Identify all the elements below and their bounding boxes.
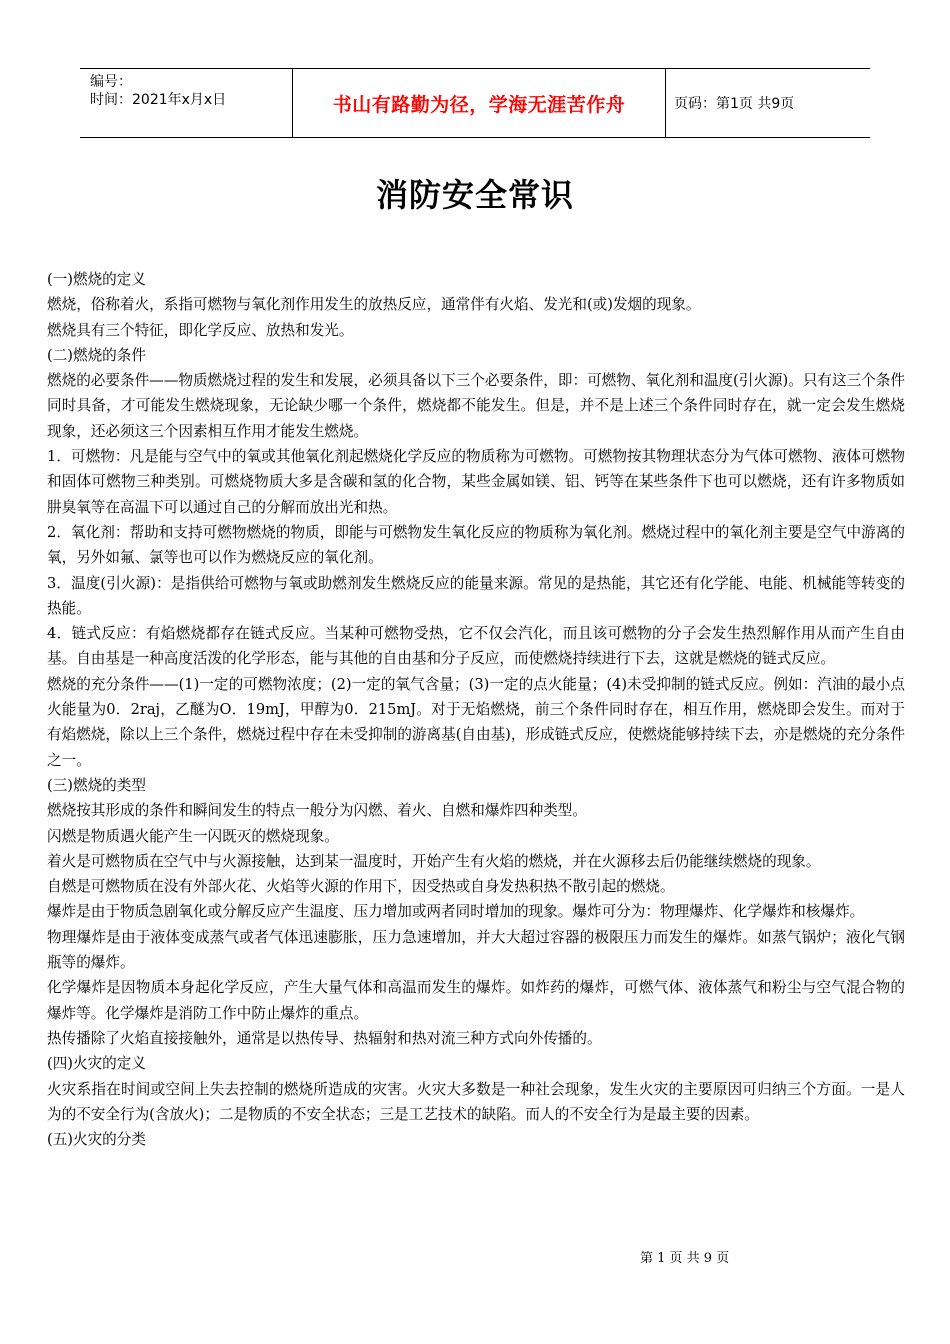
paragraph: 燃烧的充分条件——(1)一定的可燃物浓度；(2)一定的氧气含量；(3)一定的点火能量；(4)未受抑制的链式反应。例如：汽油的最小点火能量为0．2raj，乙醚为O．19mJ，甲醇为0．215mJ。对于无焰燃烧，前三个条件同时存在，相互作用，燃烧即会发生。而对于有焰燃烧，除以上三个条件，燃烧过程中存在未受抑制的游离基(自由基)，形成链式反应，使燃烧能够持续下去，亦是燃烧的充分条件之一。 bbox=[47, 675, 905, 769]
paragraph: (二)燃烧的条件 bbox=[47, 346, 146, 364]
paragraph: 热传播除了火焰直接接触外，通常是以热传导、热辐射和热对流三种方式向外传播的。 bbox=[47, 1029, 602, 1047]
paragraph: 爆炸是由于物质急剧氧化或分解反应产生温度、压力增加或两者同时增加的现象。爆炸可分为：物理爆炸、化学爆炸和核爆炸。 bbox=[47, 903, 865, 921]
paragraph: 物理爆炸是由于液体变成蒸气或者气体迅速膨胀，压力急速增加，并大大超过容器的极限压力而发生的爆炸。如蒸气锅炉；液化气钢瓶等的爆炸。 bbox=[47, 928, 905, 972]
paragraph: 燃烧具有三个特征，即化学反应、放热和发光。 bbox=[47, 321, 354, 339]
motto-text: 书山有路勤为径，学海无涯苦作舟 bbox=[332, 93, 626, 116]
paragraph: (三)燃烧的类型 bbox=[47, 776, 146, 794]
paragraph: (四)火灾的定义 bbox=[47, 1055, 146, 1073]
paragraph: 燃烧的必要条件——物质燃烧过程的发生和发展，必须具备以下三个必要条件，即：可燃物、氧化剂和温度(引火源)。只有这三个条件同时具备，才可能发生燃烧现象，无论缺少哪一个条件，燃烧都不能发生。但是，并不是上述三个条件同时存在，就一定会发生燃烧现象，还必须这三个因素相互作用才能发生燃烧。 bbox=[47, 372, 905, 440]
document-body bbox=[47, 267, 905, 1152]
paragraph: 2．氧化剂：帮助和支持可燃物燃烧的物质，即能与可燃物发生氧化反应的物质称为氧化剂。燃烧过程中的氧化剂主要是空气中游离的氧，另外如氟、氯等也可以作为燃烧反应的氧化剂。 bbox=[47, 523, 905, 567]
paragraph: 着火是可燃物质在空气中与火源接触，达到某一温度时，开始产生有火焰的燃烧，并在火源移去后仍能继续燃烧的现象。 bbox=[47, 852, 821, 870]
header-left-cell bbox=[80, 69, 292, 137]
time-label: 时间：2021年x月x日 bbox=[90, 92, 227, 108]
number-label: 编号： bbox=[90, 74, 132, 90]
header-motto-cell bbox=[292, 69, 666, 137]
paragraph: 火灾系指在时间或空间上失去控制的燃烧所造成的灾害。火灾大多数是一种社会现象，发生火灾的主要原因可归纳三个方面。一是人为的不安全行为(含放火)；二是物质的不安全状态；三是工艺技术的缺陷。而人的不安全行为是最主要的因素。 bbox=[47, 1080, 905, 1123]
paragraph: 燃烧，俗称着火，系指可燃物与氧化剂作用发生的放热反应，通常伴有火焰、发光和(或)发烟的现象。 bbox=[47, 296, 701, 314]
paragraph: 闪燃是物质遇火能产生一闪既灭的燃烧现象。 bbox=[47, 827, 339, 845]
paragraph: (五)火灾的分类 bbox=[47, 1131, 146, 1149]
header-right-cell bbox=[666, 69, 870, 137]
paragraph: 1．可燃物：凡是能与空气中的氧或其他氧化剂起燃烧化学反应的物质称为可燃物。可燃物按其物理状态分为气体可燃物、液体可燃物和固体可燃物三种类别。可燃烧物质大多是含碳和氢的化合物，某些金属如镁、铝、钙等在某些条件下也可以燃烧，还有许多物质如肼臭氧等在高温下可以通过自己的分解而放出光和热。 bbox=[47, 448, 905, 516]
paragraph: 化学爆炸是因物质本身起化学反应，产生大量气体和高温而发生的爆炸。如炸药的爆炸，可燃气体、液体蒸气和粉尘与空气混合物的爆炸等。化学爆炸是消防工作中防止爆炸的重点。 bbox=[47, 979, 905, 1022]
paragraph: 4．链式反应：有焰燃烧都存在链式反应。当某种可燃物受热，它不仅会汽化，而且该可燃物的分子会发生热烈解作用从而产生自由基。自由基是一种高度活泼的化学形态，能与其他的自由基和分子反应，而使燃烧持续进行下去，这就是燃烧的链式反应。 bbox=[47, 625, 905, 668]
page-footer: 第 1 页 共 9 页 bbox=[640, 1251, 730, 1266]
page-info: 页码：第1页 共9页 bbox=[674, 96, 795, 112]
document-header bbox=[80, 68, 870, 138]
document-title: 消防安全常识 bbox=[375, 176, 574, 214]
paragraph: (一)燃烧的定义 bbox=[47, 271, 146, 288]
paragraph: 燃烧按其形成的条件和瞬间发生的特点一般分为闪燃、着火、自燃和爆炸四种类型。 bbox=[47, 802, 587, 820]
paragraph: 3．温度(引火源)：是指供给可燃物与氧或助燃剂发生燃烧反应的能量来源。常见的是热能，其它还有化学能、电能、机械能等转变的热能。 bbox=[47, 574, 905, 617]
paragraph: 自燃是可燃物质在没有外部火花、火焰等火源的作用下，因受热或自身发热积热不散引起的燃烧。 bbox=[47, 878, 675, 896]
